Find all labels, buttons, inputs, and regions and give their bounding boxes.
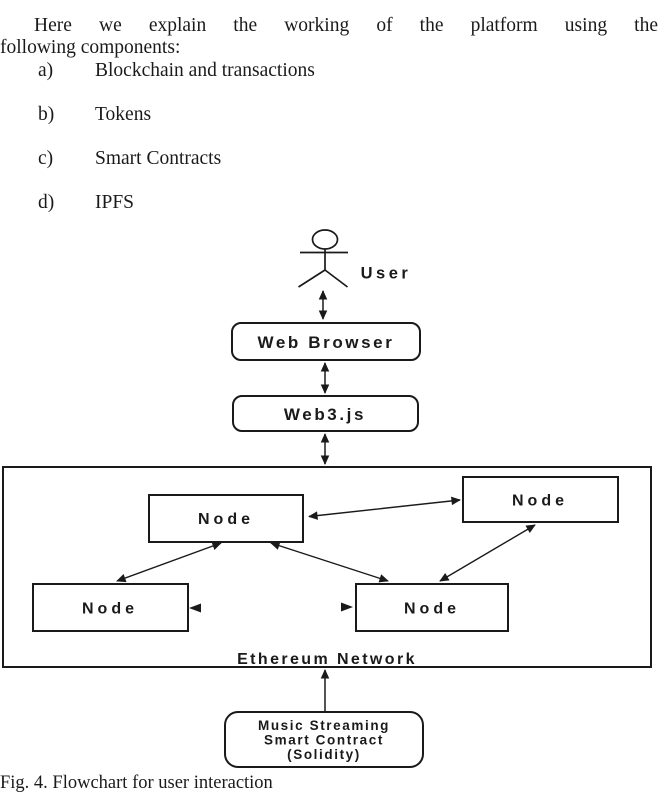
list-item-letter: a): [38, 60, 54, 81]
node-label-top-right: Node: [512, 492, 568, 510]
ethereum-network-label: Ethereum Network: [237, 651, 417, 668]
node-label-bottom-left: Node: [82, 600, 138, 618]
user-label: User: [360, 264, 412, 283]
list-item-text: Smart Contracts: [95, 148, 222, 169]
list-item-letter: d): [38, 192, 55, 213]
node-label-top-center: Node: [198, 511, 254, 528]
list-item-text: Blockchain and transactions: [95, 60, 315, 81]
list-item-letter: c): [38, 148, 54, 169]
actor-right-leg: [325, 270, 348, 287]
web-browser-label: Web Browser: [257, 333, 395, 352]
smart-contract-label-line1: Music Streaming: [257, 718, 391, 733]
list-item-text: Tokens: [95, 104, 152, 125]
user-actor-icon: [299, 230, 349, 287]
list-item-text: IPFS: [95, 192, 135, 213]
smart-contract-label-line3: (Solidity): [287, 747, 361, 762]
list-item-letter: b): [38, 104, 55, 125]
actor-head: [313, 230, 338, 249]
smart-contract-label-line2: Smart Contract: [264, 732, 384, 748]
node-label-bottom-right: Node: [404, 600, 460, 618]
actor-left-leg: [299, 270, 326, 287]
paragraph-line-2: following components:: [0, 37, 181, 58]
web3-label: Web3.js: [283, 405, 367, 424]
paragraph-line-1: Here we explain the working of the platform using the: [34, 14, 658, 36]
figure-caption: Fig. 4. Flowchart for user interaction: [0, 773, 273, 793]
